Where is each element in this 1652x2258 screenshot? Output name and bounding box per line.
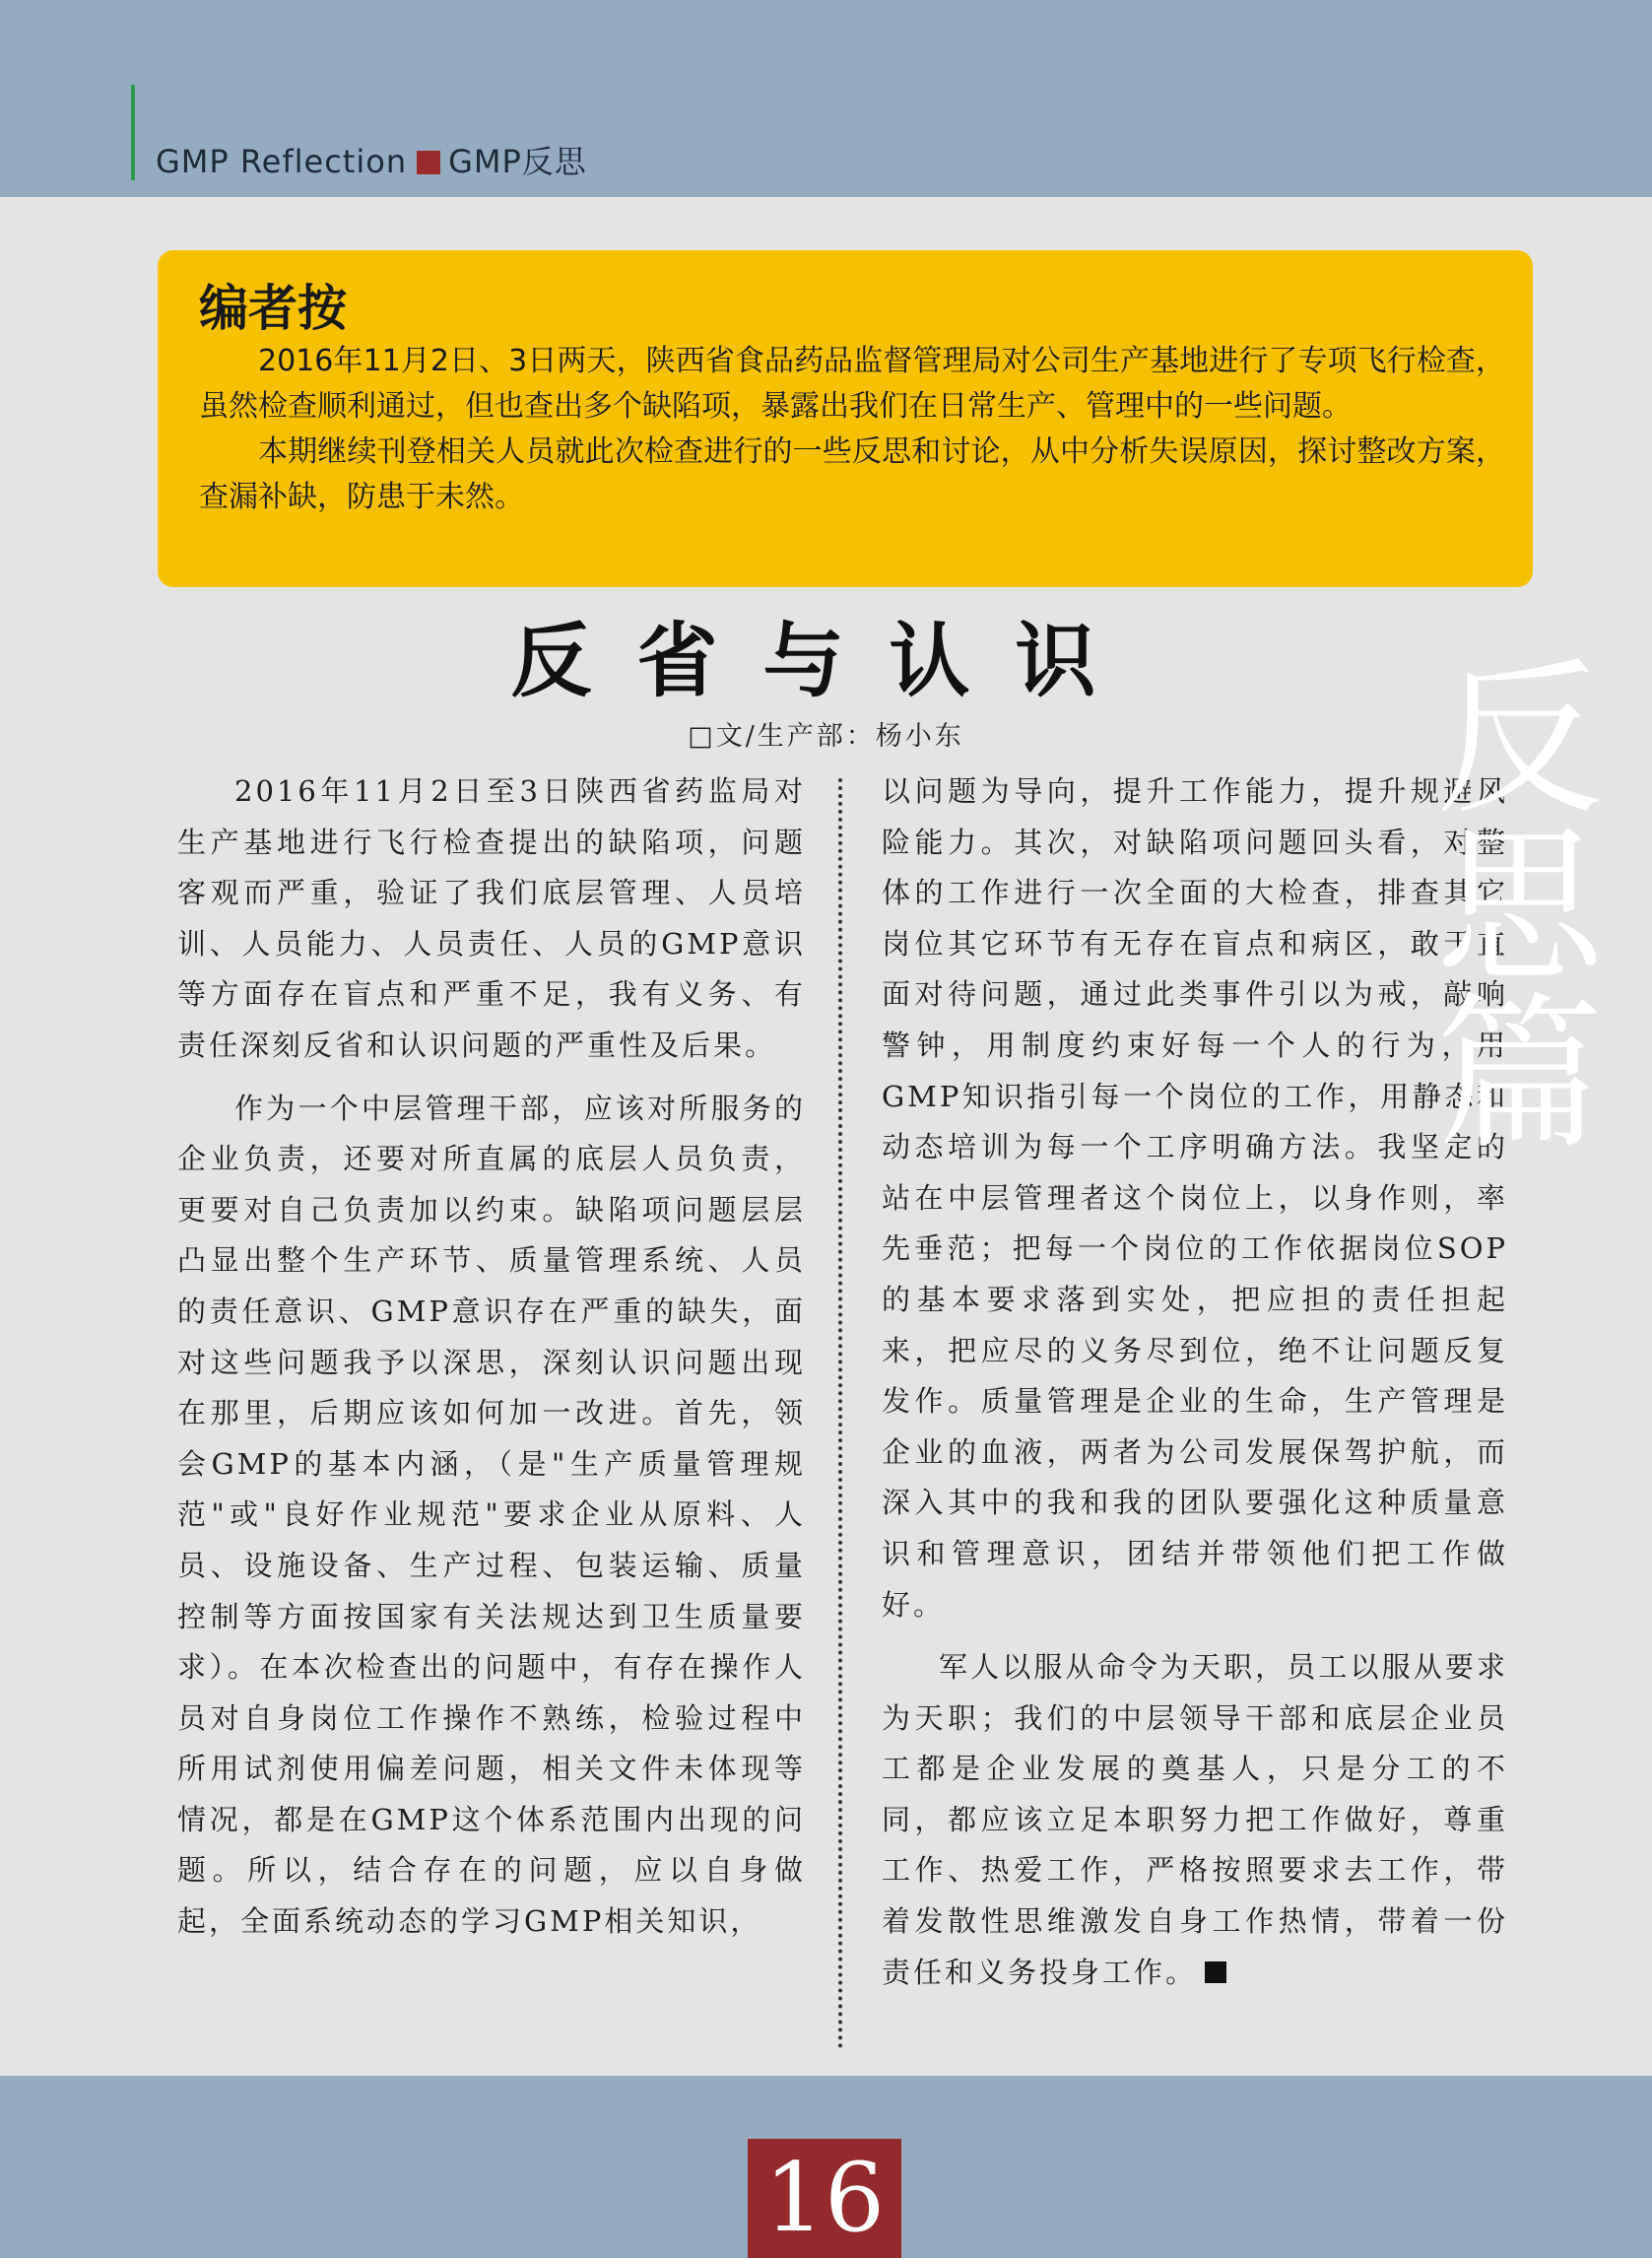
article-paragraph: 以问题为导向，提升工作能力，提升规避风险能力。其次，对缺陷项问题回头看，对整体的工作进行一次全面的大检查，排查其它岗位其它环节有无存在盲点和病区，敢于直面对待问题，通过此类事件引以为戒，敲响警钟，用制度约束好每一个人的行为，用GMP知识指引每一个岗位的工作，用静态和动态培训为每一个工序明确方法。我坚定的站在中层管理者这个岗位上，以身作则，率先垂范；把每一个岗位的工作依据岗位SOP的基本要求落到实处，把应担的责任担起来，把应尽的义务尽到位，绝不让问题反复发作。质量管理是企业的生命，生产管理是企业的血液，两者为公司发展保驾护航，而深入其中的我和我的团队要强化这种质量意识和管理意识，团结并带领他们把工作做好。 xyxy=(882,774,1508,1622)
section-header xyxy=(156,137,587,182)
article-column-left xyxy=(177,766,806,1948)
editor-note-heading: 编者按 xyxy=(199,280,347,337)
side-decoration-text: 反思篇 xyxy=(1407,650,1602,1153)
article-title: 反省与认识 xyxy=(510,615,1142,708)
column-divider xyxy=(838,778,842,2049)
page-number: 16 xyxy=(748,2139,901,2258)
section-title-en: GMP Reflection xyxy=(156,143,408,180)
article-paragraph xyxy=(882,1642,1508,1998)
article-paragraph-text: 军人以服从命令为天职，员工以服从要求为天职；我们的中层领导干部和底层企业员工都是企业发展的奠基人，只是分工的不同，都应该立足本职努力把工作做好，尊重工作、热爱工作，严格按照要求去工作，带着发散性思维激发自身工作热情，带着一份责任和义务投身工作。 xyxy=(882,1650,1508,1989)
section-title-cn: GMP反思 xyxy=(448,143,587,180)
editor-note-box xyxy=(158,250,1533,587)
article-paragraph: 作为一个中层管理干部，应该对所服务的企业负责，还要对所直属的底层人员负责，更要对自己负责加以约束。缺陷项问题层层凸显出整个生产环节、质量管理系统、人员的责任意识、GMP意识存在严重的缺失，面对这些问题我予以深思，深刻认识问题出现在那里，后期应该如何加一改进。首先，领会GMP的基本内涵，（是"生产质量管理规范"或"良好作业规范"要求企业从原料、人员、设施设备、生产过程、包装运输、质量控制等方面按国家有关法规达到卫生质量要求）。在本次检查出的问题中，有存在操作人员对自身岗位工作操作不熟练，检验过程中所用试剂使用偏差问题，相关文件未体现等情况，都是在GMP这个体系范围内出现的问题。所以，结合存在的问题，应以自身做起，全面系统动态的学习GMP相关知识， xyxy=(177,1091,806,1939)
square-icon xyxy=(417,151,440,174)
end-mark-icon xyxy=(1205,1961,1226,1983)
editor-note-paragraph: 本期继续刊登相关人员就此次检查进行的一些反思和讨论，从中分析失误原因，探讨整改方案，查漏补缺，防患于未然。 xyxy=(199,434,1505,514)
editor-note-paragraph: 2016年11月2日、3日两天，陕西省食品药品监督管理局对公司生产基地进行了专项飞行检查，虽然检查顺利通过，但也查出多个缺陷项，暴露出我们在日常生产、管理中的一些问题。 xyxy=(199,344,1505,424)
article-paragraph: 2016年11月2日至3日陕西省药监局对生产基地进行飞行检查提出的缺陷项，问题客观而严重，验证了我们底层管理、人员培训、人员能力、人员责任、人员的GMP意识等方面存在盲点和严重不足，我有义务、有责任深刻反省和认识问题的严重性及后果。 xyxy=(177,774,806,1062)
article-byline: □文/生产部：杨小东 xyxy=(688,721,964,752)
header-accent-bar xyxy=(131,85,135,180)
